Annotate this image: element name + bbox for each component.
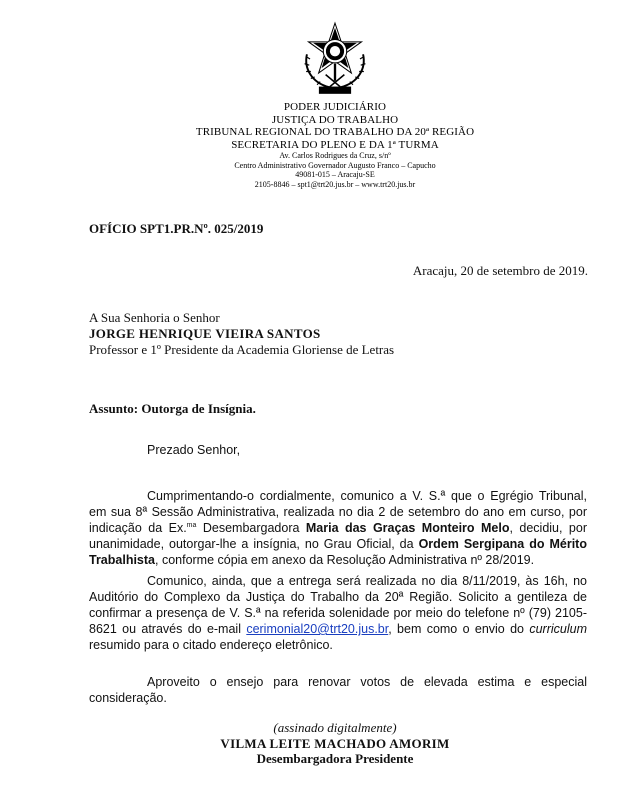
recipient-salutation: A Sua Senhoria o Senhor <box>89 310 220 325</box>
letterhead-line: JUSTIÇA DO TRABALHO <box>271 113 399 126</box>
letterhead-address: Centro Administrativo Governador Augusto Franco – Capucho <box>234 160 436 170</box>
letterhead-address: Av. Carlos Rodrigues da Cruz, s/nº <box>279 151 391 160</box>
recipient-name: JORGE HENRIQUE VIEIRA SANTOS <box>89 326 321 341</box>
signer-role: Desembargadora Presidente <box>256 751 414 766</box>
paragraph-2 <box>89 573 587 653</box>
letterhead-line: SECRETARIA DO PLENO E DA 1ª TURMA <box>231 138 439 151</box>
text-run: Comunico, ainda, que a entrega será realizada no dia 8/11/2019, às 16h, no Auditório do Complexo da Justiça do Trabalho da 20ª Região. Solicito a gentileza de confirmar a presença de V. S.ª na referida solenidade por meio do telefone nº (79) 2105-8621 ou através do e-mail <box>89 574 587 636</box>
text-run: Desembargadora <box>196 521 306 535</box>
signature-block <box>0 720 630 767</box>
honoree-name: Maria das Graças Monteiro Melo <box>305 521 510 535</box>
greeting: Prezado Senhor, <box>147 443 241 457</box>
subject-line: Assunto: Outorga de Insígnia. <box>89 401 256 416</box>
recipient-title: Professor e 1º Presidente da Academia Gloriense de Letras <box>89 342 395 357</box>
paragraph-1 <box>89 488 587 568</box>
text-run: , decidiu, por unanimidade, outorgar-lhe a insígnia, no Grau Oficial, da <box>89 521 587 551</box>
italic-word: curriculum <box>529 622 587 636</box>
email-link[interactable]: cerimonial20@trt20.jus.br <box>246 622 389 636</box>
text-run: , bem como o envio do <box>388 622 530 636</box>
text-run: , conforme cópia em anexo da Resolução Administrativa nº 28/2019. <box>155 553 535 567</box>
letterhead-line: TRIBUNAL REGIONAL DO TRABALHO DA 20ª REGIÃO <box>195 126 475 138</box>
text-run: resumido para o citado endereço eletrônico. <box>89 638 333 652</box>
letterhead <box>0 101 630 189</box>
letterhead-address: 49081-015 – Aracaju-SE <box>295 170 375 179</box>
letterhead-contact: 2105-8846 – spt1@trt20.jus.br – www.trt20.jus.br <box>254 179 416 189</box>
document-date: Aracaju, 20 de setembro de 2019. <box>412 263 588 278</box>
recipient-block <box>89 310 394 358</box>
paragraph-3: Aproveito o ensejo para renovar votos de elevada estima e especial consideração. <box>89 675 587 705</box>
superscript: ma <box>186 521 197 529</box>
oficio-number: OFÍCIO SPT1.PR.Nº. 025/2019 <box>89 221 264 236</box>
brazil-coat-of-arms-icon <box>296 20 374 98</box>
order-name: Ordem Sergipana do Mérito Trabalhista <box>89 537 587 567</box>
letterhead-line: PODER JUDICIÁRIO <box>283 101 387 113</box>
text-run: Cumprimentando-o cordialmente, comunico a V. S.ª que o Egrégio Tribunal, em sua 8ª Sessão Administrativa, realizada no dia 2 de setembro do ano em curso, por indicação da Ex. <box>89 489 587 535</box>
signer-name: VILMA LEITE MACHADO AMORIM <box>220 735 450 751</box>
signature-note: (assinado digitalmente) <box>273 720 397 735</box>
